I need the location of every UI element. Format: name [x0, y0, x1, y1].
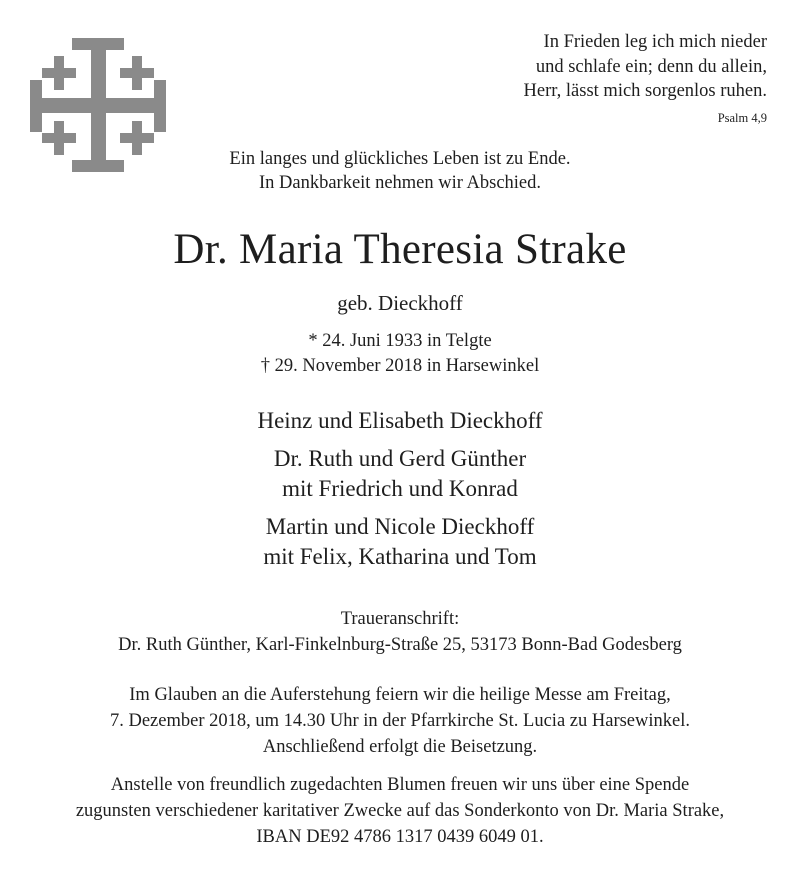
address-value: Dr. Ruth Günther, Karl-Finkelnburg-Straße 25, 53173 Bonn-Bad Godesberg — [118, 635, 682, 655]
mourner-line: mit Friedrich und Konrad — [282, 476, 518, 501]
deceased-name: Dr. Maria Theresia Strake — [173, 226, 627, 273]
mourner-line: Martin und Nicole Dieckhoff — [265, 514, 535, 539]
verse-line: und schlafe ein; denn du allein, — [535, 56, 767, 77]
intro-line: Ein langes und glückliches Leben ist zu Ende. — [229, 149, 571, 169]
service-line: Anschließend erfolgt die Beisetzung. — [262, 737, 538, 757]
mourner-line: Heinz und Elisabeth Dieckhoff — [257, 408, 543, 433]
address-label: Traueranschrift: — [340, 609, 460, 629]
verse-line: In Frieden leg ich mich nieder — [543, 32, 767, 52]
death-date: † 29. November 2018 in Harsewinkel — [260, 356, 540, 376]
verse-line: Herr, lässt mich sorgenlos ruhen. — [523, 81, 767, 101]
bible-verse — [524, 30, 767, 126]
mourners-list — [0, 406, 800, 580]
mourner-line: Dr. Ruth und Gerd Günther — [273, 446, 527, 471]
donation-line: IBAN DE92 4786 1317 0439 6049 01. — [256, 827, 544, 847]
donation-note — [0, 772, 800, 850]
service-line: Im Glauben an die Auferstehung feiern wir die heilige Messe am Freitag, — [129, 685, 671, 705]
intro-text — [0, 147, 800, 195]
service-line: 7. Dezember 2018, um 14.30 Uhr in der Pfarrkirche St. Lucia zu Harsewinkel. — [109, 711, 690, 731]
mourner-line: mit Felix, Katharina und Tom — [263, 544, 537, 569]
mourner-group — [0, 444, 800, 504]
mourning-address — [0, 606, 800, 658]
mourner-group — [0, 406, 800, 436]
birth-name: geb. Dieckhoff — [337, 291, 463, 315]
birth-date: * 24. Juni 1933 in Telgte — [308, 331, 492, 351]
verse-source: Psalm 4,9 — [717, 110, 767, 125]
donation-line: zugunsten verschiedener karitativer Zwecke auf das Sonderkonto von Dr. Maria Strake, — [75, 801, 725, 821]
intro-line: In Dankbarkeit nehmen wir Abschied. — [258, 173, 542, 193]
funeral-service — [0, 682, 800, 760]
donation-line: Anstelle von freundlich zugedachten Blumen freuen wir uns über eine Spende — [110, 775, 690, 795]
mourner-group — [0, 512, 800, 572]
life-dates — [0, 329, 800, 379]
